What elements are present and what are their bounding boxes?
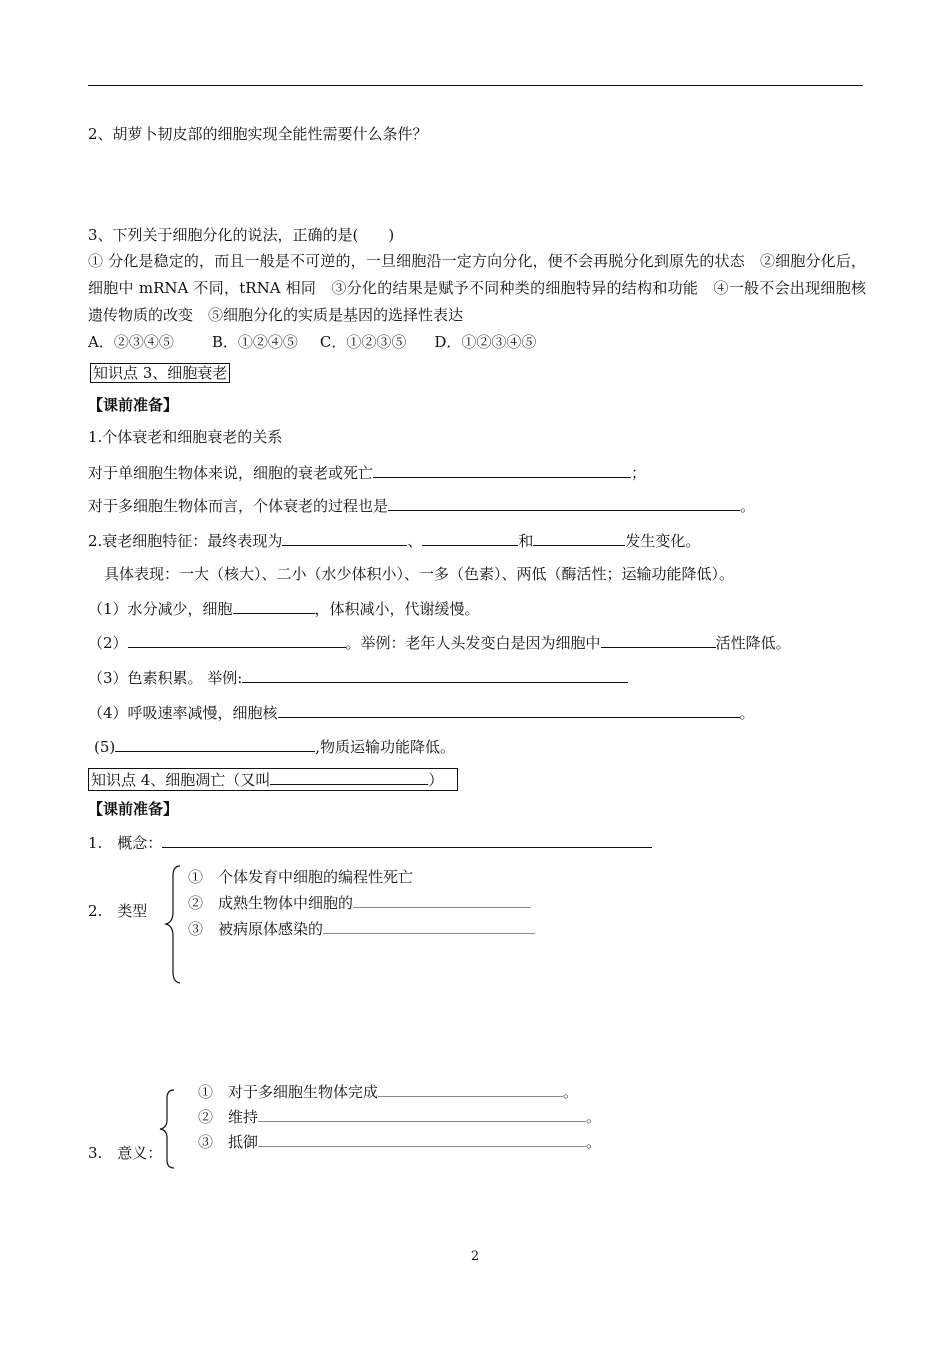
kp4-types-label: 2. 类型 (88, 902, 148, 920)
kp3-line-single-cell: 对于单细胞生物体来说，细胞的衰老或死亡 ； (88, 464, 647, 482)
question-2: 2、胡萝卜韧皮部的细胞实现全能性需要什么条件？ (88, 125, 428, 143)
meaning-3: ③ 抵御 。 (198, 1133, 602, 1151)
blank-type-2[interactable] (353, 892, 531, 908)
blank-f2b[interactable] (601, 632, 716, 648)
blank-type-3[interactable] (323, 918, 535, 934)
kp3-item-1: 1.个体衰老和细胞衰老的关系 (88, 428, 283, 446)
option-b: B．①②④⑤ (211, 333, 298, 351)
kp3-feature-1: （1）水分减少，细胞 ，体积减小，代谢缓慢。 (88, 600, 480, 618)
question-3-options (88, 332, 536, 352)
blank-single-cell[interactable] (373, 462, 631, 478)
blank-multi-cell[interactable] (388, 495, 740, 511)
blank-feature-3[interactable] (533, 530, 625, 546)
option-c: C．①②③⑤ (319, 333, 407, 351)
header-rule (88, 85, 863, 86)
kp3-item-2: 2.衰老细胞特征：最终表现为 、 和 发生变化。 (88, 532, 701, 550)
kp3-prep-heading: 【课前准备】 (88, 396, 179, 414)
option-d: D．①②③④⑤ (434, 333, 537, 351)
blank-kp4-alias[interactable] (270, 769, 428, 785)
question-3-stem: 3、下列关于细胞分化的说法，正确的是( ) (88, 226, 395, 244)
blank-f4[interactable] (278, 702, 740, 718)
blank-meaning-2[interactable] (258, 1106, 586, 1122)
blank-concept[interactable] (162, 832, 652, 848)
type-2: ② 成熟生物体中细胞的 (188, 892, 531, 913)
kp3-detail: 具体表现：一大（核大）、二小（水少体积小）、一多（色素）、两低（酶活性；运输功能降低）。 (104, 565, 735, 583)
blank-meaning-3[interactable] (258, 1131, 586, 1147)
type-1: ① 个体发育中细胞的编程性死亡 (188, 868, 414, 886)
option-a: A．②③④⑤ (88, 333, 174, 351)
kp3-line-multi-cell: 对于多细胞生物体而言，个体衰老的过程也是 。 (88, 497, 756, 515)
kp3-feature-5: (5) ,物质运输功能降低。 (94, 738, 456, 756)
page-number: 2 (470, 1249, 480, 1264)
kp4-prep-heading: 【课前准备】 (88, 800, 179, 818)
blank-feature-1[interactable] (282, 530, 407, 546)
blank-f2a[interactable] (128, 632, 346, 648)
kp4-meaning-label: 3. 意义： (88, 1144, 163, 1162)
kp3-feature-3: （3）色素积累。 举例: (88, 667, 628, 688)
blank-f3[interactable] (242, 667, 628, 683)
blank-meaning-1[interactable] (378, 1081, 563, 1097)
kp3-title-box (90, 363, 230, 383)
kp3-title: 知识点 3、细胞衰老 (90, 363, 230, 383)
question-3-statements: ① 分化是稳定的，而且一般是不可逆的，一旦细胞沿一定方向分化，便不会再脱分化到原先的状态 ②细胞分化后，细胞中 mRNA 不同，tRNA 相同 ③分化的结果是赋予不同种类的细胞特异的结构和功能 ④一般不会出现细胞核遗传物质的改变 ⑤细胞分化的实质是基因的选择性表达 (88, 252, 866, 324)
blank-f1[interactable] (233, 598, 315, 614)
kp3-feature-2: （2） 。举例：老年人头发变白是因为细胞中 活性降低。 (88, 634, 791, 652)
type-3: ③ 被病原体感染的 (188, 918, 535, 939)
blank-feature-2[interactable] (422, 530, 518, 546)
kp3-feature-4: （4）呼吸速率减慢，细胞核 。 (88, 704, 755, 722)
meaning-2: ② 维持 。 (198, 1108, 602, 1126)
kp4-title: 知识点 4、细胞凋亡（又叫 (91, 771, 271, 789)
meaning-1: ① 对于多细胞生物体完成 。 (198, 1083, 579, 1101)
blank-f5[interactable] (115, 736, 315, 752)
types-brace (160, 864, 182, 986)
kp4-title-box: 知识点 4、细胞凋亡（又叫 ） (88, 768, 458, 791)
kp4-concept: 1. 概念： (88, 832, 652, 853)
